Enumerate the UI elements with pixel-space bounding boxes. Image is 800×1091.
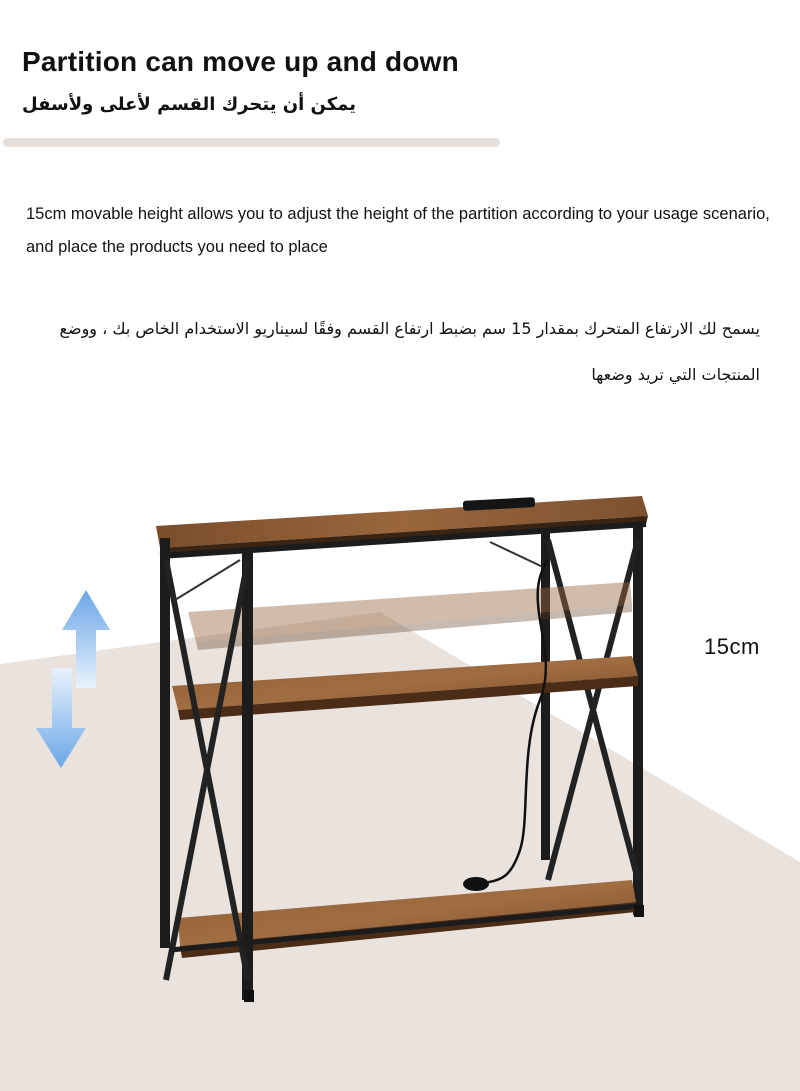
description-arabic: يسمح لك الارتفاع المتحرك بمقدار 15 سم بضبط ارتفاع القسم وفقًا لسيناريو الاستخدام الخاص بك ، ووضع المنتجات التي تريد وضعها — [59, 319, 760, 384]
cable-plug — [463, 877, 489, 891]
table-frame — [156, 496, 648, 1002]
page-title: Partition can move up and down — [22, 46, 459, 77]
page-subtitle-arabic: يمكن أن يتحرك القسم لأعلى ولأسفل — [22, 94, 357, 115]
height-adjustment-label: 15cm — [704, 634, 760, 659]
description-english: 15cm movable height allows you to adjust the height of the partition according to your usage scenario, and place the products you need to place — [26, 205, 770, 256]
